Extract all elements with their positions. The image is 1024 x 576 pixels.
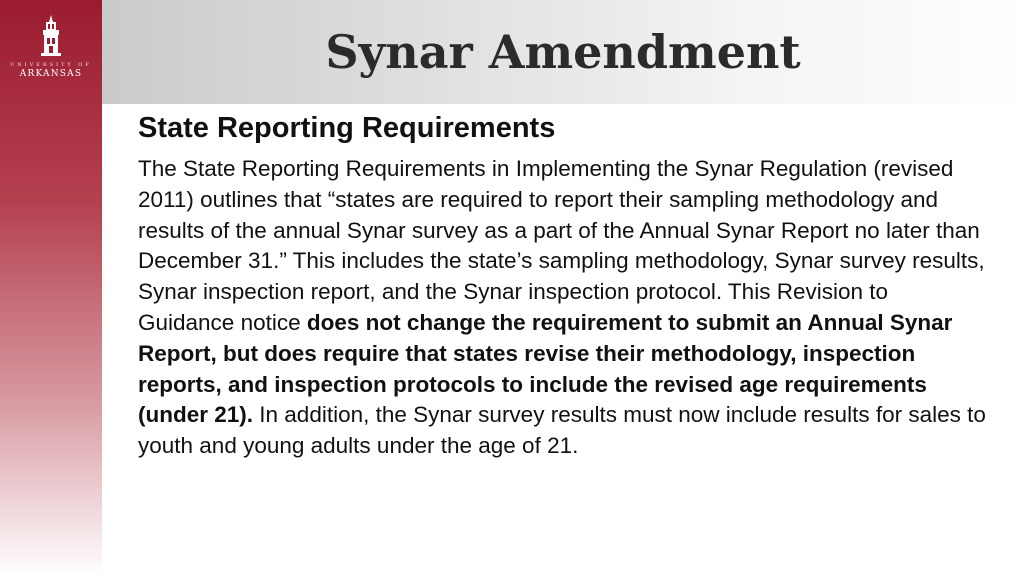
body-paragraph: [138, 154, 988, 462]
slide-subtitle: State Reporting Requirements: [138, 112, 556, 144]
body-text-emphasis: does not change the requirement to submit an Annual Synar Report, but does require that states revise their methodology, inspection reports, and inspection protocols to include the revised age requirements (under 21).: [138, 309, 953, 428]
body-text-conclusion: In addition, the Synar survey results must now include results for sales to youth and young adults under the age of 21.: [138, 402, 986, 459]
brand-sidebar: [0, 0, 102, 576]
slide-title: Synar Amendment: [325, 25, 801, 79]
logo-arkansas: ARKANSAS: [19, 69, 83, 79]
logo-university-of: UNIVERSITY OF: [10, 62, 92, 68]
old-main-tower-icon: [38, 14, 64, 58]
slide-content: [138, 110, 988, 462]
university-logo: [0, 14, 102, 80]
title-bar: [102, 0, 1024, 104]
body-text-intro: The State Reporting Requirements in Implementing the Synar Regulation (revised 2011) outlines that “states are required to report their sampling methodology and results of the annual Synar survey as a part of the Annual Synar Report no later than December 31.” This includes the state’s sampling methodology, Synar survey results, Synar inspection report, and the Synar inspection protocol. This Revision to Guidance notice: [138, 156, 985, 335]
